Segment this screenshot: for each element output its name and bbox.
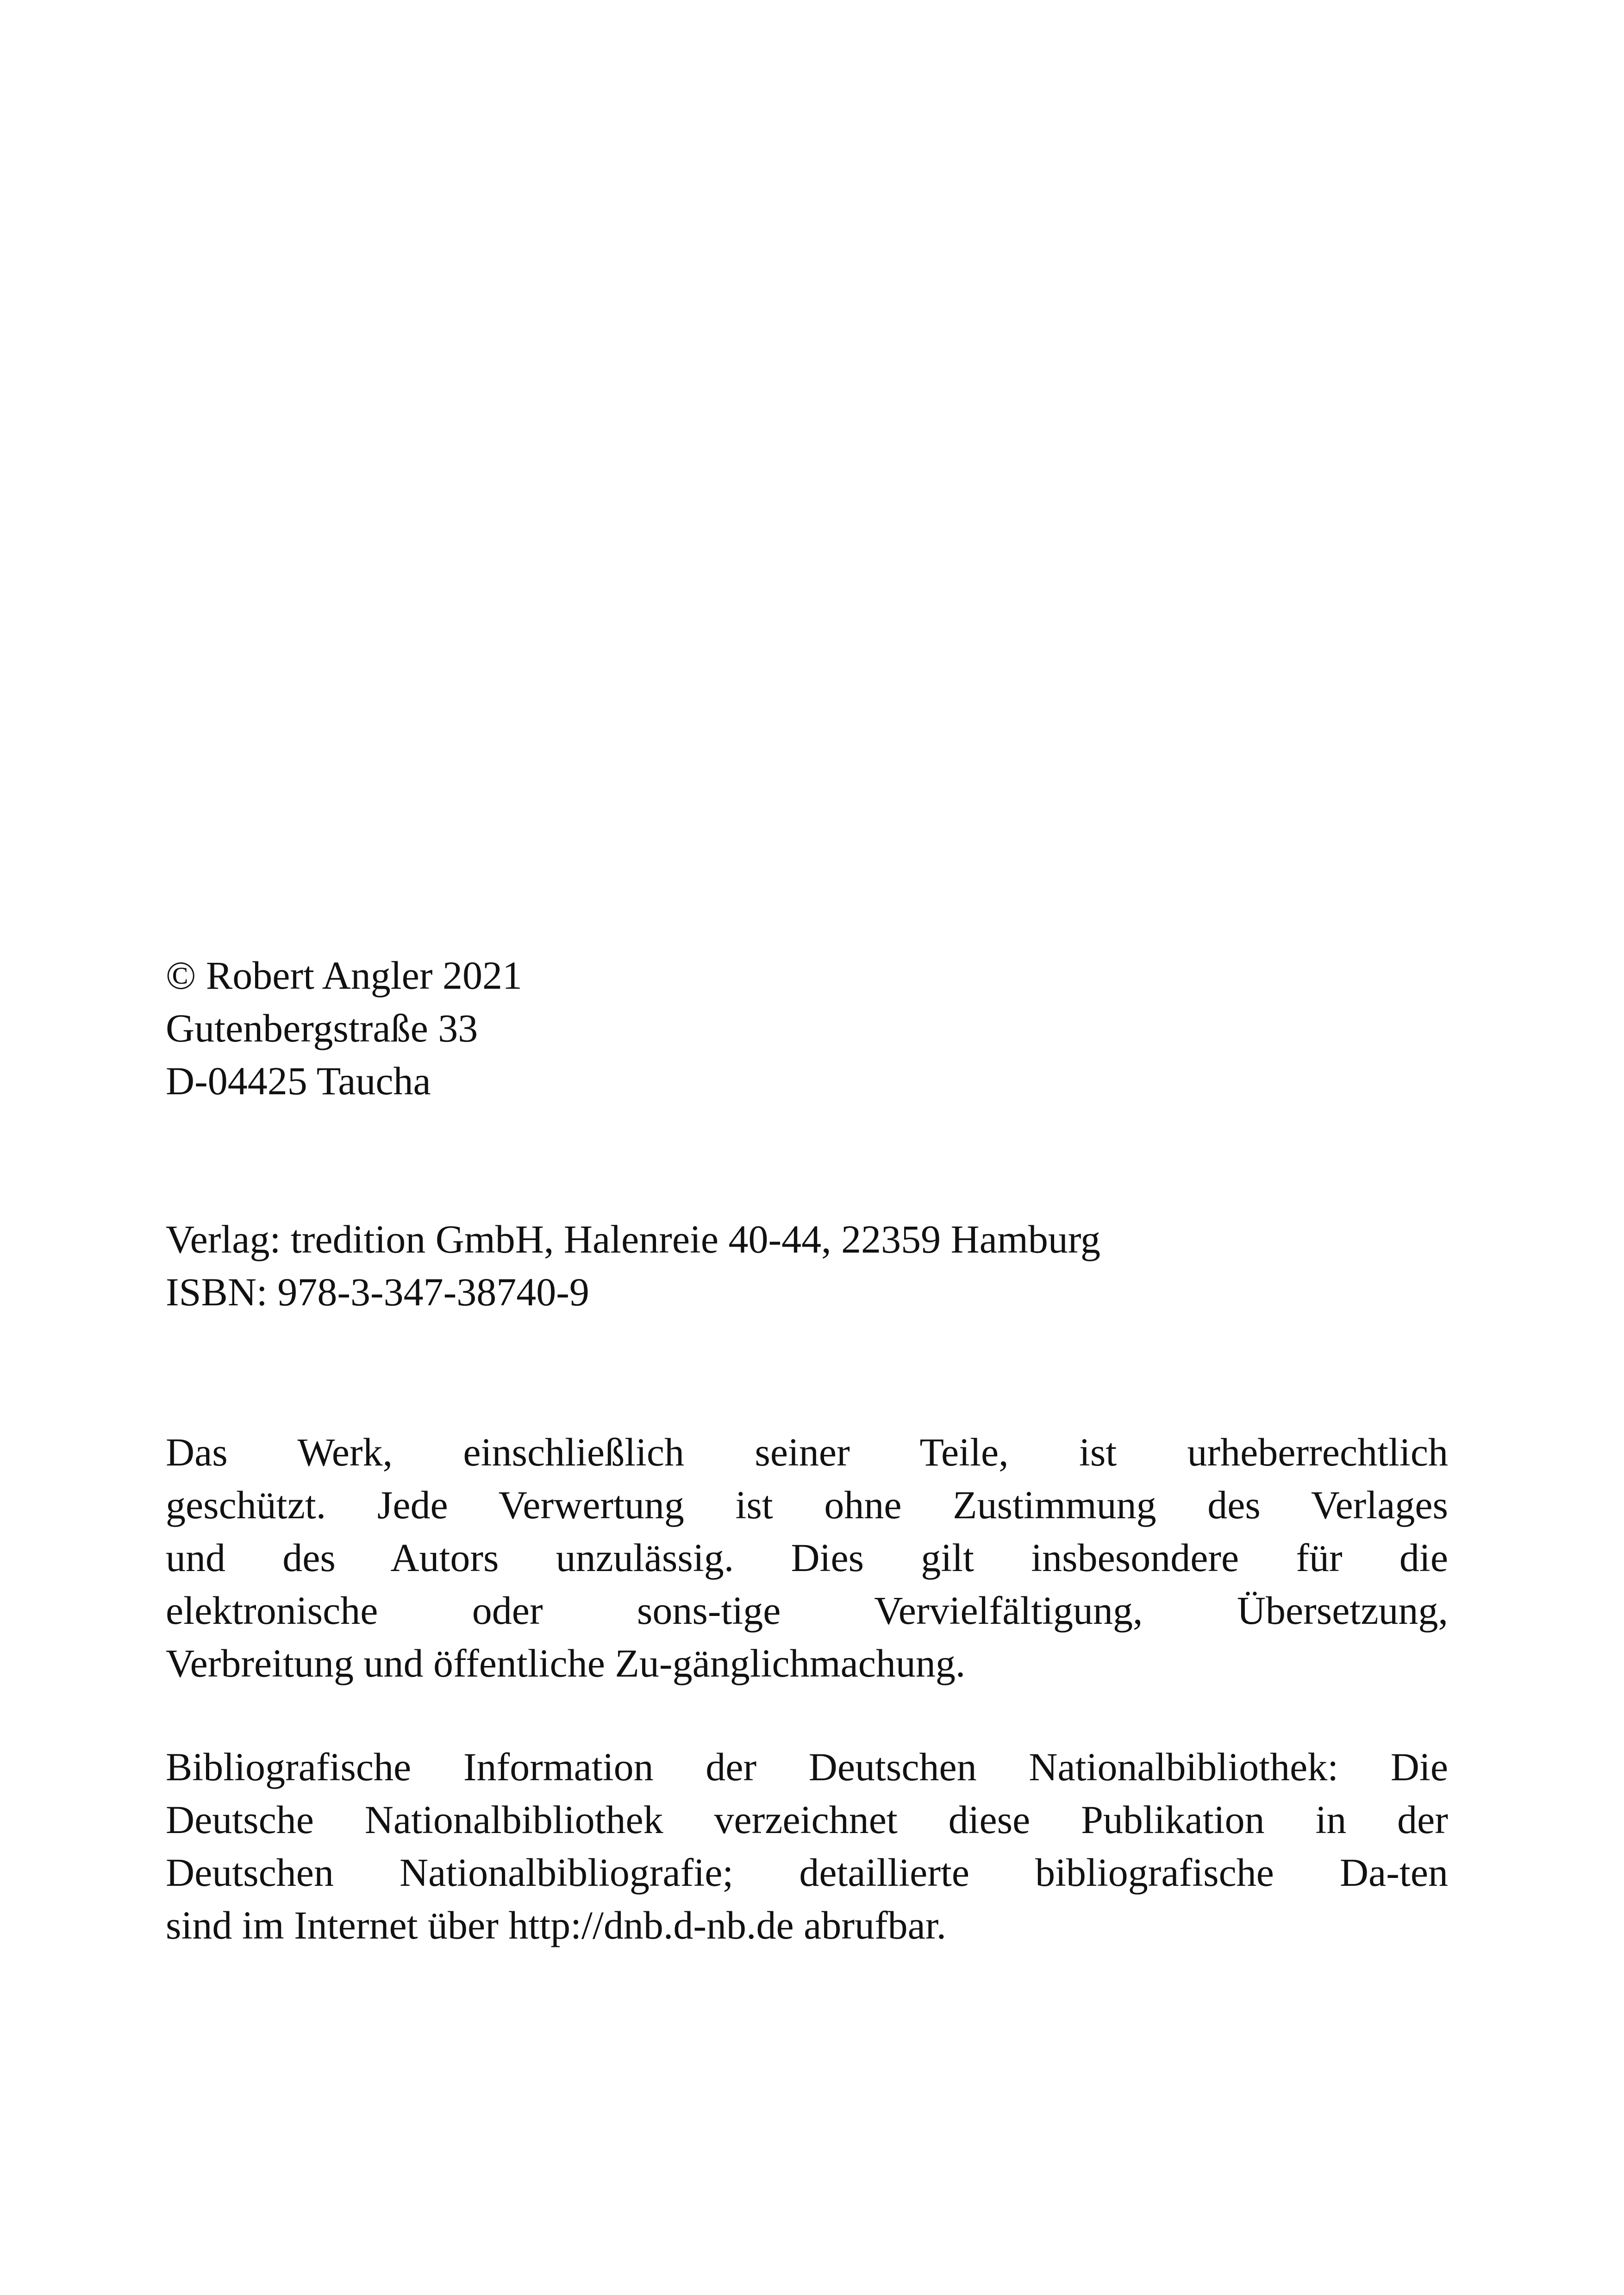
copyright-block	[166, 949, 1448, 1107]
address-street: Gutenbergstraße 33	[166, 1006, 478, 1050]
rights-notice	[166, 1426, 1448, 1690]
bibliography-line: Bibliografische Information der Deutschen Nationalbibliothek: Die	[166, 1745, 1448, 1789]
rights-line: und des Autors unzulässig. Dies gilt insbesondere für die	[166, 1535, 1448, 1580]
rights-line: geschützt. Jede Verwertung ist ohne Zustimmung des Verlages	[166, 1483, 1448, 1527]
bibliography-line: sind im Internet über http://dnb.d-nb.de abrufbar.	[166, 1903, 947, 1947]
bibliography-line: Deutschen Nationalbibliografie; detaillierte bibliografische Da-ten	[166, 1850, 1448, 1895]
rights-line: elektronische oder sons-tige Vervielfältigung, Übersetzung,	[166, 1588, 1448, 1633]
bibliography-line: Deutsche Nationalbibliothek verzeichnet diese Publikation in der	[166, 1797, 1448, 1842]
rights-line: Das Werk, einschließlich seiner Teile, ist urheberrechtlich	[166, 1430, 1448, 1474]
publisher-line: Verlag: tredition GmbH, Halenreie 40-44, 22359 Hamburg	[166, 1217, 1100, 1261]
copyright-line: © Robert Angler 2021	[166, 953, 522, 998]
bibliographic-information	[166, 1740, 1448, 1952]
isbn-line: ISBN: 978-3-347-38740-9	[166, 1270, 589, 1314]
rights-line: Verbreitung und öffentliche Zu-gänglichmachung.	[166, 1641, 966, 1685]
address-city: D-04425 Taucha	[166, 1059, 431, 1103]
publisher-block	[166, 1213, 1448, 1318]
